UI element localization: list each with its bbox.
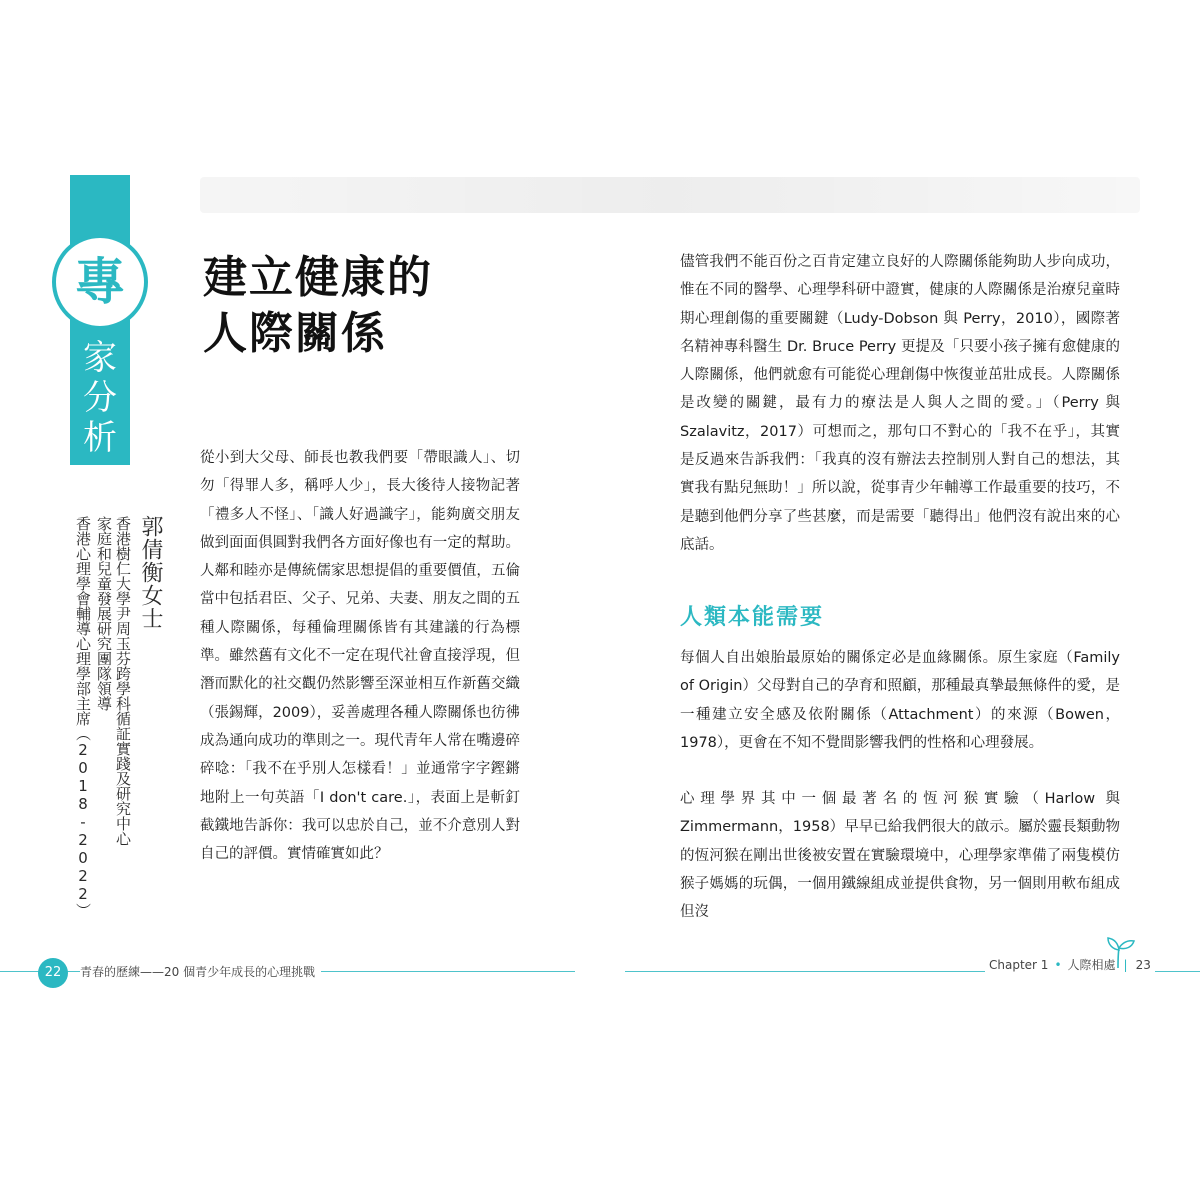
author-affiliation: 家庭和兒童發展研究團隊領導: [95, 516, 113, 711]
chapter-label: Chapter 1: [989, 958, 1049, 972]
author-affiliation: 香港樹仁大學尹周玉芬跨學科循証實踐及研究中心: [114, 516, 132, 846]
chapter-section: 人際相處: [1067, 958, 1116, 972]
bullet-icon: •: [1054, 958, 1062, 972]
title-line: 人際關係: [203, 308, 387, 359]
banner-char: 分: [83, 378, 117, 418]
banner-circle: [52, 234, 148, 330]
author-name: 郭倩衡女士: [138, 515, 163, 630]
banner-char: 析: [83, 418, 117, 458]
title-line: 建立健康的: [203, 252, 433, 303]
book-title-footer: 青春的歷練——20 個青少年成長的心理挑戰: [80, 962, 321, 982]
article-title: [203, 250, 433, 362]
body-paragraph-right-2: 每個人自出娘胎最原始的關係定必是血緣關係。原生家庭（Family of Origin）父母對自己的孕育和照顧，那種最真摯最無條件的愛，是一種建立安全感及依附關係（Attachment）的來源（Bowen，1978），更會在不知不覺間影響我們的性格和心理發展。: [680, 650, 1120, 751]
body-paragraph-right-1: 儘管我們不能百份之百肯定建立良好的人際關係能夠助人步向成功，惟在不同的醫學、心理學科研中證實，健康的人際關係是治療兒童時期心理創傷的重要關鍵（Ludy-Dobson 與 Perry，2010），國際著名精神專科醫生 Dr. Bruce Perry 更提及「只要小孩子擁有愈健康的人際關係，他們就愈有可能從心理創傷中恢復並茁壯成長。人際關係是改變的關鍵，最有力的療法是人與人之間的愛。」（Perry 與 Szalavitz，2017）可想而之，那句口不對心的「我不在乎」，其實是反過來告訴我們：「我真的沒有辦法去控制別人對自己的想法，其實我有點兒無助！」所以說，從事青少年輔導工作最重要的技巧，不是聽到他們分享了些甚麼，而是需要「聽得出」他們沒有說出來的心底話。: [680, 254, 1120, 553]
divider: |: [1123, 958, 1128, 972]
banner-first-char: 專: [75, 253, 125, 311]
body-paragraph-left: 從小到大父母、師長也教我們要「帶眼識人」、切勿「得罪人多，稱呼人少」，長大後待人接物記著「禮多人不怪」、「識人好過識字」，能夠廣交朋友做到面面俱圓對我們各方面好像也有一定的幫助。人鄰和睦亦是傳統儒家思想提倡的重要價值，五倫當中包括君臣、父子、兄弟、夫妻、朋友之間的五種人際關係，每種倫理關係皆有其建議的行為標準。雖然舊有文化不一定在現代社會直接浮現，但潛而默化的社交觀仍然影響至深並相互作新舊交織（張錫輝，2009），妥善處理各種人際關係也彷彿成為通向成功的準則之一。現代青年人常在嘴邊碎碎唸：「我不在乎別人怎樣看！」並通常字字鏗鏘地附上一句英語「I don't care.」，表面上是斬釘截鐵地告訴你：我可以忠於自己，並不介意別人對自己的評價。實情確實如此？: [200, 450, 520, 863]
sprout-icon: [1098, 930, 1138, 970]
section-heading: 人類本能需要: [680, 605, 825, 630]
author-affiliation: 香港心理學會輔導心理學部主席（2018-2022）: [74, 516, 92, 918]
page-number-left: 22: [38, 958, 68, 988]
page-number-right: 23: [1135, 958, 1151, 972]
faded-header-text: [200, 177, 1140, 213]
banner-label: [70, 338, 130, 458]
banner-char: 家: [83, 338, 117, 378]
body-paragraph-right-3: 心理學界其中一個最著名的恆河猴實驗（Harlow 與 Zimmermann，1958）早早已給我們很大的啟示。屬於靈長類動物的恆河猴在剛出世後被安置在實驗環境中，心理學家準備了兩隻模仿猴子媽媽的玩偶，一個用鐵線組成並提供食物，另一個則用軟布組成但沒: [680, 791, 1120, 921]
